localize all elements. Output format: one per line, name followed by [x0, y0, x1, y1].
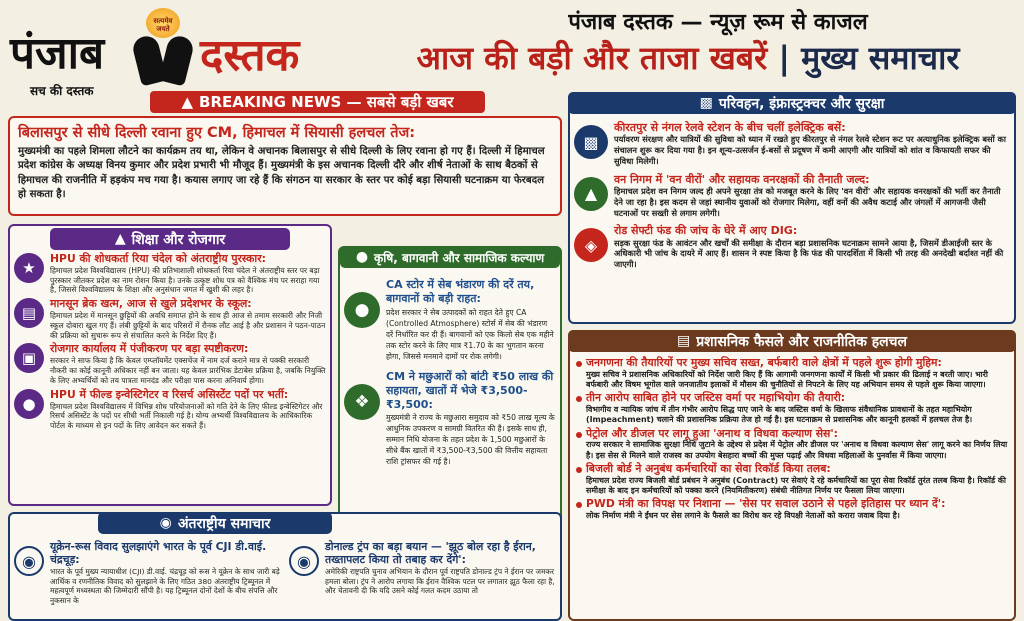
item-title: HPU की शोधकर्ता रिया चंदेल को अंतराष्ट्रीय पुरस्कार: [50, 252, 266, 265]
education-header [50, 228, 290, 250]
logo-left-word: पंजाब [10, 28, 105, 79]
masthead-byline: पंजाब दस्तक — न्यूज़ रूम से काजल [568, 10, 868, 35]
fish-icon: ❖ [344, 384, 380, 420]
item-body: हिमाचल प्रदेश विश्वविद्यालय (HPU) की प्रतिभाशाली शोधकर्ता रिया चंदेल ने अंतराष्ट्रीय स्तर पर बड़ा पुरस्कार जीतकर प्रदेश का नाम रोशन किया है। उनके उत्कृष्ट शोध पत्र को वैश्विक मंच पर सराहा गया है, जिससे विश्वविद्यालय के शिक्षा और अनुसंधान जगत में खुशी की लहर है। [50, 265, 320, 295]
transport-panel [568, 92, 1016, 324]
emblem-logo [132, 6, 194, 86]
item-body: सड़क सुरक्षा फंड के आवंटन और खर्चों की समीक्षा के दौरान बड़ा प्रशासनिक घटनाक्रम सामने आया है, जिसमें डीआईजी स्तर के अधिकारी भी जांच के दायरे में आए हैं। शासन ने स्पष्ट किया है कि फंड की पारदर्शिता में किसी भी तरह की अनदेखी बर्दाश्त नहीं की जाएगी। [614, 237, 1004, 270]
item-title: CA स्टोर में सेब भंडारण की दरें तय, बागवानों को बड़ी राहत: [386, 278, 535, 306]
logo-tagline: सच की दस्तक [30, 84, 94, 98]
international-heading: अंतराष्ट्रीय समाचार [177, 515, 271, 532]
item-title: PWD मंत्री का विपक्ष पर निशाना — 'सेस पर सवाल उठाने से पहले इतिहास पर ध्यान दें': [586, 497, 946, 511]
education-panel [8, 224, 332, 506]
item-body: राज्य सरकार ने सामाजिक सुरक्षा निधि जुटाने के उद्देश्य से प्रदेश में पेट्रोल और डीजल पर 'अनाथ व विधवा कल्याण सेस' लागू करने का निर्णय लिया है। इस सेस से मिलने वाले राजस्व का उपयोग बेसहारा बच्चों की मुफ्त पढ़ाई और विधवा महिलाओं के पुनर्वास में किया जाएगा। [586, 440, 1008, 460]
item-body: मुख्य सचिव ने प्रशासनिक अधिकारियों को निर्देश जारी किए हैं कि आगामी जनगणना कार्यों में किसी भी प्रकार की ढिलाई न बरती जाए। भारी बर्फबारी और विषम भूगोल वाले जनजातीय इलाकों में मौसम की चुनौतियों से निपटने के लिए यह अभियान समय से पहले शुरू किया जाएगा। [586, 369, 988, 389]
item-body: हिमाचल प्रदेश में मानसून छुट्टियों की अवधि समाप्त होने के साथ ही आज से तमाम सरकारी और निजी स्कूल दोबारा खुल गए हैं। लंबी छुट्टियों के बाद परिसरों में रौनक लौट आई है और प्रशासन ने पठन-पाठन की प्रक्रिया को सुचारू रूप से संचालित करने के निर्देश दिए हैं। [50, 311, 326, 340]
list-item[interactable] [570, 391, 1014, 426]
item-body: लोक निर्माण मंत्री ने ईंधन पर सेस लगाने के फैसले का विरोध कर रहे विपक्षी नेताओं को करारा जवाब दिया है। [586, 510, 900, 520]
alarm-icon: ▲ [181, 93, 194, 111]
item-title: कीरतपुर से नंगल रेलवे स्टेशन के बीच चलीं इलेक्ट्रिक बसें: [614, 121, 846, 134]
item-body: मुख्यमंत्री ने राज्य के मछुआरा समुदाय को ₹50 लाख मूल्य के आधुनिक उपकरण व सामग्री वितरित की है। इसके साथ ही, सम्मान निधि योजना के तहत प्रदेश के 1,500 मछुआरों के सीधे बैंक खातों में ₹3,500-₹3,500 की वित्तीय सहायता राशि ट्रांसफर की गई है। [386, 413, 555, 467]
list-item[interactable] [570, 497, 1014, 522]
admin-panel [568, 330, 1016, 621]
admin-header [568, 330, 1016, 352]
item-title: वन निगम में 'वन वीरों' और सहायक वनरक्षकों की तैनाती जल्द: [614, 172, 870, 186]
item-title: डोनाल्ड ट्रंप का बड़ा बयान — 'झूठ बोल रहा है ईरान, तख्तापलट किया तो तबाह कर देंगे': [325, 540, 536, 567]
trophy-icon: ★ [14, 253, 44, 283]
item-body: हिमाचल प्रदेश विश्वविद्यालय में विभिन्न शोध परियोजनाओं को गति देने के लिए फील्ड इन्वेस्टिगेटर और रिसर्च असिस्टेंट के पदों पर सीधी भर्ती निकाली गई है। योग्य अभ्यर्थी विश्वविद्यालय के आधिकारिक पोर्टल के माध्यम से इन पदों के लिए आवेदन कर सकते हैं। [50, 401, 323, 431]
globe-icon: ◉ [289, 546, 319, 576]
item-title: जनगणना की तैयारियों पर मुख्य सचिव सख्त, बर्फबारी वाले क्षेत्रों में पहले शुरू होगी मुहिम: [586, 356, 942, 369]
item-body: प्रदेश सरकार ने सेब उत्पादकों को राहत देते हुए CA (Controlled Atmosphere) स्टोर्स में सेब की भंडारण दरें निर्धारित कर दी हैं। बागवानों को एक किलो सेब एक महीने तक स्टोर करने के लिए मात्र ₹1.70 के का भुगतान करना होगा, जिससे मनमाने दामों पर रोक लगेगी। [386, 307, 554, 361]
agri-header [340, 246, 560, 268]
briefcase-icon: ▣ [14, 343, 44, 373]
item-body: हिमाचल प्रदेश राज्य बिजली बोर्ड प्रबंधन ने अनुबंध (Contract) पर सेवाएं दे रहे कर्मचारियों का पूरा सेवा रिकॉर्ड तुरंत तलब किया है। रिकॉर्ड की समीक्षा के बाद इन कर्मचारियों को पक्का करने (नियमितीकरण) संबंधी नीतिगत निर्णय पर फैसला लिया जाएगा। [586, 475, 1006, 495]
list-item[interactable] [340, 274, 560, 366]
breaking-news-banner [150, 91, 485, 113]
agri-heading: कृषि, बागवानी और सामाजिक कल्याण [374, 250, 545, 265]
list-item[interactable] [570, 427, 1014, 462]
international-header [98, 512, 332, 534]
right-hand-icon [159, 34, 196, 87]
item-title: CM ने मछुआरों को बांटी ₹50 लाख की सहायता, खातों में भेजे ₹3,500-₹3,500: [386, 369, 554, 412]
item-title: रोड सेफ्टी फंड की जांच के घेरे में आए DIG: [614, 224, 798, 238]
book-icon: ▤ [14, 298, 44, 328]
list-item[interactable] [570, 170, 1014, 222]
item-body: विभागीय व न्यायिक जांच में तीन गंभीर आरोप सिद्ध पाए जाने के बाद जस्टिस वर्मा के खिलाफ संवैधानिक प्रावधानों के तहत महाभियोग (Impeachment) चलाने की प्रशासनिक प्रक्रिया तेज हो गई है। इस घटनाक्रम से प्रशासनिक और कानूनी हलकों में हलचल तेज है। [586, 405, 973, 425]
list-item[interactable] [570, 118, 1014, 170]
building-icon: ▤ [676, 333, 691, 349]
item-body: भारत के पूर्व मुख्य न्यायाधीश (CJI) डी.वाई. चंद्रचूड़ को रूस ने यूक्रेन के साथ जारी बड़े आर्थिक व रणनीतिक विवाद को सुलझाने के लिए गठित 380 अंतराष्ट्रीय ट्रिब्यूनल में महत्वपूर्ण मध्यस्थता की जिम्मेदारी सौंपी है। यह ट्रिब्यूनल दोनों देशों के बीच संपत्ति और नुकसान के [50, 566, 280, 605]
item-title: यूक्रेन-रूस विवाद सुलझाएंगे भारत के पूर्व CJI डी.वाई. चंद्रचूड़: [50, 540, 267, 567]
agri-panel [338, 246, 562, 546]
masthead-headline-dark: | मुख्य समाचार [767, 39, 960, 77]
masthead-headline [358, 36, 1018, 79]
shield-icon: ◈ [574, 228, 608, 262]
list-item[interactable] [10, 295, 330, 340]
transport-heading: परिवहन, इंफ्रास्ट्रक्चर और सुरक्षा [718, 95, 885, 112]
list-item[interactable] [10, 340, 330, 385]
masthead-headline-red: आज की बड़ी और ताजा खबरें [416, 39, 768, 77]
item-body: अमेरिकी राष्ट्रपति चुनाव अभियान के दौरान पूर्व राष्ट्रपति डोनाल्ड ट्रंप ने ईरान पर जमकर हमला बोला। ट्रंप ने आरोप लगाया कि ईरान वैश्विक पटल पर लगातार झूठ फैला रहा है, और चेतावनी दी कि यदि उसने कोई गलत कदम उठाया तो [325, 566, 555, 596]
list-item[interactable] [340, 366, 560, 472]
globe-icon: ◉ [14, 546, 44, 576]
bus-icon: ▩ [574, 125, 608, 159]
list-item[interactable] [570, 462, 1014, 497]
list-item[interactable] [10, 386, 330, 431]
tree-icon: ▲ [574, 177, 608, 211]
graduation-cap-icon: ▲ [114, 231, 126, 247]
item-title: बिजली बोर्ड ने अनुबंध कर्मचारियों का सेवा रिकॉर्ड किया तलब: [586, 461, 831, 475]
breaking-label: BREAKING NEWS — सबसे बड़ी खबर [199, 93, 454, 111]
emblem-motto: सत्यमेव जयते [153, 17, 173, 33]
apple-icon: ● [344, 292, 380, 328]
globe-icon: ◉ [159, 515, 172, 531]
lead-body: मुख्यमंत्री का पहले शिमला लौटने का कार्यक्रम तय था, लेकिन वे अचानक बिलासपुर से सीधे दिल्ली के लिए रवाना हो गए हैं। दिल्ली में हिमाचल प्रदेश कांग्रेस के अध्यक्ष विनय कुमार और प्रदेश प्रभारी भी मौजूद हैं। मुख्यमंत्री के इस अचानक दिल्ली दौरे और शीर्ष नेताओं के साथ बैठकों से हिमाचल की राजनीति में हड़कंप मच गया है। कयास लगाए जा रहे हैं कि संगठन या सरकार के स्तर पर कोई बड़ा सियासी घटनाक्रम या फेरबदल हो सकता है। [18, 146, 545, 200]
person-icon: ● [14, 389, 44, 419]
education-heading: शिक्षा और रोजगार [131, 231, 226, 248]
item-body: सरकार ने साफ किया है कि केवल एम्प्लॉयमेंट एक्सचेंज में नाम दर्ज कराने मात्र से पक्की सरकारी नौकरी का कोई कानूनी अधिकार नहीं बन जाता। यह केवल प्रारंभिक डेटाबेस प्रक्रिया है, जबकि नियुक्ति के लिए अभ्यर्थियों को तय पात्रता मानदंड और परीक्षा पास करना अनिवार्य होगा। [50, 356, 326, 385]
list-item[interactable] [10, 538, 285, 607]
logo-right-word: दस्तक [200, 30, 300, 81]
list-item[interactable] [570, 356, 1014, 391]
transport-header [568, 92, 1016, 114]
admin-heading: प्रशासनिक फैसले और राजनीतिक हलचल [696, 333, 908, 350]
item-body: पर्यावरण संरक्षण और यात्रियों की सुविधा को ध्यान में रखते हुए कीरतपुर से नंगल रेलवे स्टेशन रूट पर अत्याधुनिक इलेक्ट्रिक बसों का संचालन शुरू कर दिया गया है। इन शून्य-उत्सर्जन ई-बसों से प्रदूषण में कमी आएगी और यात्रियों को शांत व किफायती सफर की सुविधा मिलेगी। [614, 134, 1006, 166]
list-item[interactable] [10, 250, 330, 295]
bus-icon: ▩ [699, 95, 713, 111]
lead-story [8, 116, 562, 216]
list-item[interactable] [285, 538, 560, 607]
item-title: HPU में फील्ड इन्वेस्टिगेटर व रिसर्च असिस्टेंट पदों पर भर्ती: [50, 387, 289, 401]
lead-title[interactable]: बिलासपुर से सीधे दिल्ली रवाना हुए CM, हिमाचल में सियासी हलचल तेज: [18, 125, 416, 141]
item-body: हिमाचल प्रदेश वन निगम जल्द ही अपने सुरक्षा तंत्र को मजबूत करने के लिए 'वन वीरों' और सहायक वनरक्षकों की भर्ती कर तैनाती देने जा रहा है। इस कदम से जहां स्थानीय युवाओं को रोजगार मिलेगा, वहीं वनों की अवैध कटाई और जंगलों में आगजनी जैसी घटनाओं पर सख्ती से लगाम लगेगी। [614, 185, 1001, 218]
item-title: पेट्रोल और डीजल पर लागू हुआ 'अनाथ व विधवा कल्याण सेस': [586, 426, 838, 440]
apple-icon: ● [355, 249, 369, 265]
list-item[interactable] [570, 221, 1014, 273]
item-title: रोजगार कार्यालय में पंजीकरण पर बड़ा स्पष्टीकरण: [50, 342, 249, 356]
item-title: मानसून ब्रेक खत्म, आज से खुले प्रदेशभर के स्कूल: [50, 297, 252, 311]
item-title: तीन आरोप साबित होने पर जस्टिस वर्मा पर महाभियोग की तैयारी: [586, 391, 846, 405]
